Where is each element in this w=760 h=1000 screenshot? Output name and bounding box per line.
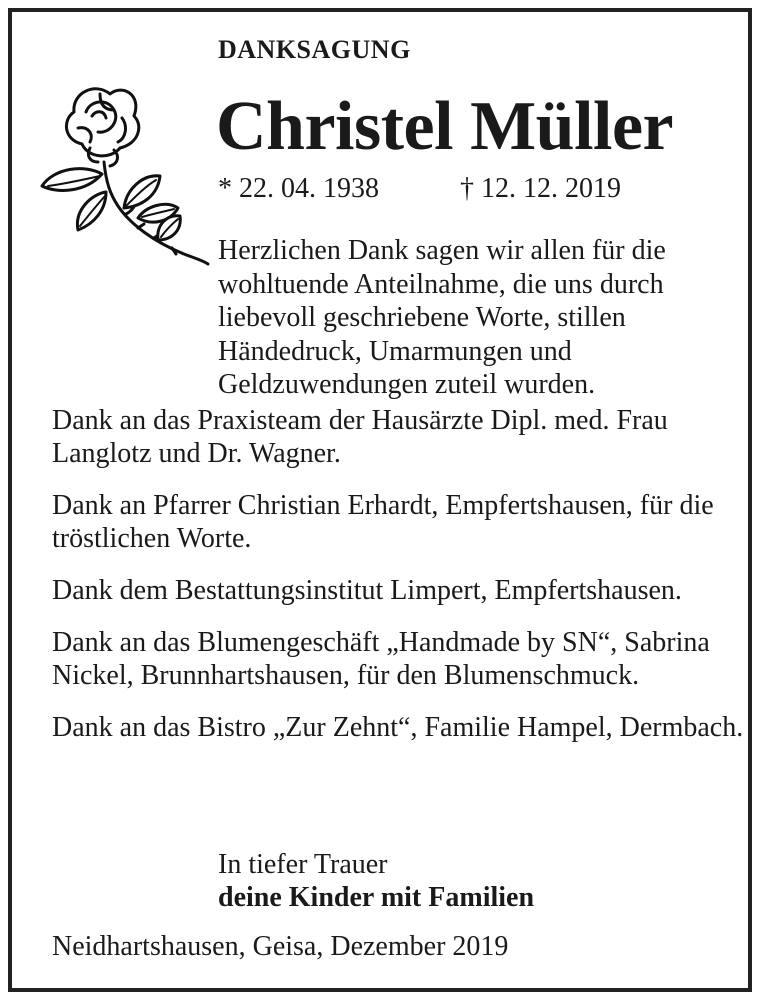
thanks-item: Dank an das Bistro „Zur Zehnt“, Familie Hampel, Dermbach. [52, 712, 744, 743]
intro-paragraph: Herzlichen Dank sagen wir allen für die wohltuende Anteilnahme, die uns durch liebevoll geschriebene Worte, stillen Händedruck, Umarmungen und Geldzuwendungen zuteil wurden. [218, 235, 666, 400]
notice-frame [8, 8, 752, 992]
signature: deine Kinder mit Familien [218, 882, 535, 913]
thanks-list [52, 404, 752, 763]
thanks-item: Dank an das Praxisteam der Hausärzte Dipl. med. Frau Langlotz und Dr. Wagner. [52, 405, 668, 469]
deceased-name: Christel Müller [216, 88, 674, 165]
thanks-item: Dank dem Bestattungsinstitut Limpert, Empfertshausen. [52, 575, 682, 606]
death-date: † 12. 12. 2019 [460, 173, 621, 204]
closing-line: In tiefer Trauer [218, 849, 388, 880]
thanks-item: Dank an Pfarrer Christian Erhardt, Empfertshausen, für die tröstlichen Worte. [52, 490, 714, 554]
rose-icon [34, 82, 214, 272]
birth-date: * 22. 04. 1938 [218, 173, 379, 204]
thanks-item: Dank an das Blumengeschäft „Handmade by SN“, Sabrina Nickel, Brunnhartshausen, für den Blumenschmuck. [52, 627, 710, 691]
notice-heading: DANKSAGUNG [218, 35, 411, 64]
closing-block [218, 848, 534, 914]
life-dates [218, 172, 621, 206]
place-date: Neidhartshausen, Geisa, Dezember 2019 [52, 931, 509, 962]
